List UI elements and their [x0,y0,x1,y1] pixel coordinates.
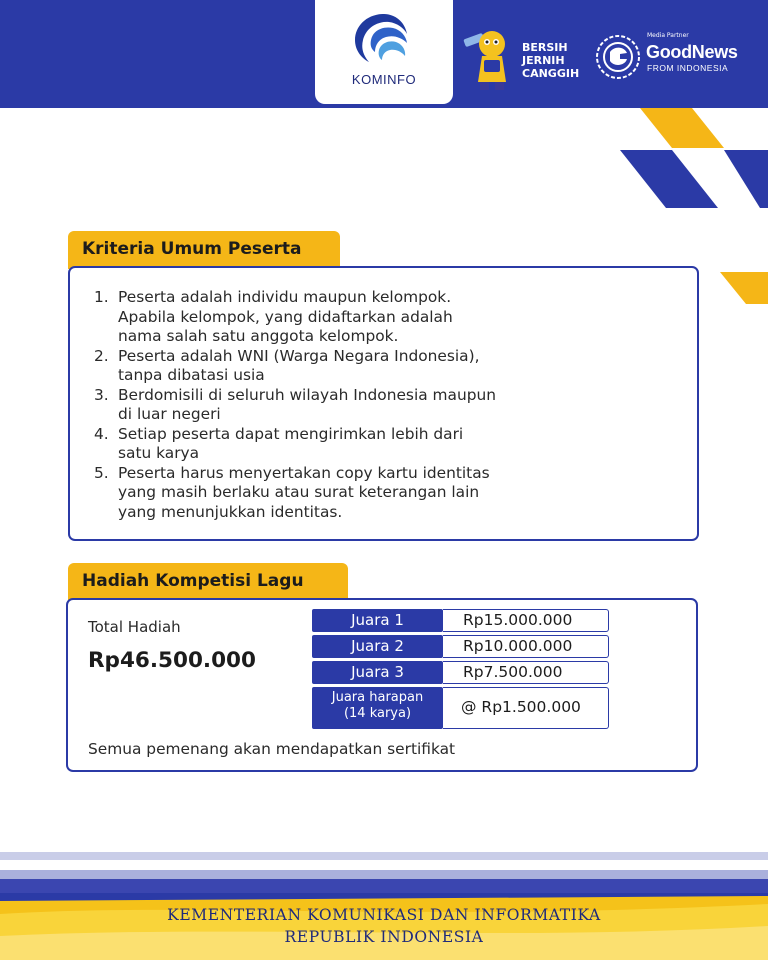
prize-rank: Juara 2 [312,635,443,658]
criteria-item-line: Berdomisili di seluruh wilayah Indonesia maupun [118,385,496,404]
criteria-box [68,266,699,541]
criteria-item [94,464,564,523]
total-prize-label: Total Hadiah [88,618,181,636]
media-partner-label: Media Partner [647,32,689,39]
goodnews-emblem-icon [594,32,642,82]
criteria-item-line: Apabila kelompok, yang didaftarkan adalah [118,307,453,326]
criteria-item-line: yang masih berlaku atau surat keterangan lain [118,483,480,501]
criteria-item-line: satu karya [118,444,200,462]
criteria-item-line: Peserta harus menyertakan copy kartu identitas [118,463,490,482]
criteria-item-number: 4. [94,424,109,443]
criteria-item-line: Peserta adalah individu maupun kelompok. [118,288,452,306]
criteria-item-number: 5. [94,463,109,482]
prize-box [66,598,698,772]
prize-title-tab [68,563,348,601]
slogan-line: JERNIH [522,54,565,67]
prize-title: Hadiah Kompetisi Lagu [82,571,304,591]
side-decoration [720,272,768,304]
kominfo-logo [315,0,453,104]
prize-rank: Juara 1 [312,609,443,632]
kominfo-emblem-icon [349,10,419,68]
slogan-line: CANGGIH [522,67,580,80]
criteria-item [94,386,564,425]
footer-line-2: REPUBLIK INDONESIA [284,928,484,946]
corner-decoration [600,108,768,218]
criteria-list [94,288,564,522]
header-bar [0,0,768,108]
criteria-item [94,347,564,386]
prize-amount: @ Rp1.500.000 [443,687,609,729]
prize-rank [312,687,443,729]
criteria-item-line: yang menunjukkan identitas. [118,502,343,521]
criteria-item [94,425,564,464]
criteria-item-line: di luar negeri [118,405,221,423]
criteria-item-number: 2. [94,346,109,365]
goodnews-subtitle: FROM INDONESIA [647,63,729,73]
criteria-item [94,288,564,347]
prize-amount: Rp15.000.000 [443,609,609,632]
criteria-title: Kriteria Umum Peserta [82,239,302,259]
prize-amount: Rp10.000.000 [443,635,609,658]
footer-line-1: KEMENTERIAN KOMUNIKASI DAN INFORMATIKA [167,906,601,924]
criteria-item-line: Peserta adalah WNI (Warga Negara Indonesia), [118,346,480,365]
criteria-item-line: tanpa dibatasi usia [118,366,265,384]
prize-amount: Rp7.500.000 [443,661,609,684]
slogan-line: BERSIH [522,41,568,54]
prize-rank: Juara 3 [312,661,443,684]
prize-rank-line: (14 karya) [343,706,412,721]
certificate-note: Semua pemenang akan mendapatkan sertifikat [88,740,456,758]
criteria-item-number: 3. [94,385,109,404]
criteria-item-number: 1. [94,288,109,306]
criteria-title-tab [68,231,340,269]
logo-text: KOMINFO [351,72,417,87]
mascot-icon [462,26,520,92]
criteria-item-line: Setiap peserta dapat mengirimkan lebih dari [118,424,464,443]
total-prize-value: Rp46.500.000 [88,648,256,673]
slogan [522,41,602,80]
prize-rank-line: Juara harapan [331,690,424,705]
criteria-item-line: nama salah satu anggota kelompok. [118,327,399,345]
goodnews-name: GoodNews [646,42,738,62]
